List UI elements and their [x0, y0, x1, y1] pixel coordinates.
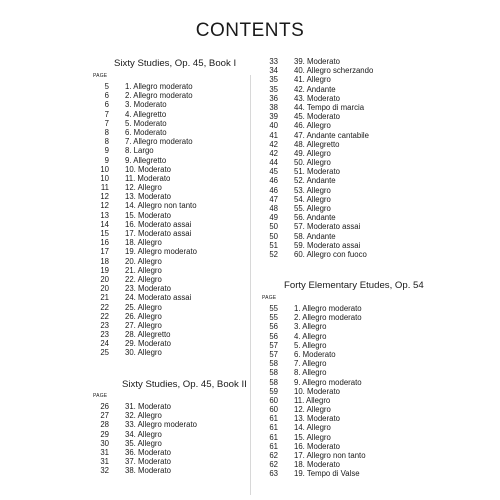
entry-page-number: 61	[269, 441, 278, 451]
list-item	[262, 140, 412, 149]
entry-page-number: 60	[269, 405, 278, 415]
entry-page-number: 29	[100, 429, 109, 439]
list-item	[262, 405, 412, 414]
entry-page-number: 58	[269, 359, 278, 369]
list-item	[262, 66, 412, 75]
list-item	[262, 304, 412, 313]
entry-title: 2. Allegro moderato	[125, 91, 193, 101]
list-item	[262, 469, 412, 478]
entry-page-number: 34	[269, 66, 278, 76]
entry-page-number: 46	[269, 176, 278, 186]
list-item	[262, 387, 412, 396]
entry-page-number: 16	[100, 238, 109, 248]
entry-title: 40. Allegro scherzando	[294, 66, 374, 76]
entry-page-number: 55	[269, 304, 278, 313]
list-item	[93, 312, 243, 321]
entry-title: 13. Moderato	[294, 414, 340, 424]
list-item	[93, 229, 243, 238]
entry-page-number: 7	[104, 118, 109, 128]
entry-title: 27. Allegro	[125, 320, 162, 330]
entry-page-number: 58	[269, 377, 278, 387]
entry-page-number: 35	[269, 75, 278, 85]
entry-page-number: 61	[269, 432, 278, 442]
entry-title: 9. Allegretto	[125, 155, 167, 165]
entry-page-number: 27	[100, 411, 109, 421]
list-item	[93, 156, 243, 165]
entry-title: 18. Moderato	[294, 460, 340, 470]
list-item	[93, 448, 243, 457]
entry-title: 32. Allegro	[125, 411, 162, 421]
entry-title: 44. Tempo di marcia	[294, 102, 365, 112]
entry-title: 42. Andante	[294, 84, 336, 94]
list-item	[93, 321, 243, 330]
entry-title: 6. Moderato	[125, 127, 167, 137]
entry-page-number: 63	[269, 469, 278, 479]
entry-page-number: 30	[100, 438, 109, 448]
list-item	[262, 213, 412, 222]
entry-page-number: 22	[100, 302, 109, 312]
entry-title: 4. Allegretto	[125, 109, 167, 119]
section-heading-book-1: Sixty Studies, Op. 45, Book I	[114, 58, 237, 69]
entry-page-number: 23	[100, 320, 109, 330]
entry-page-number: 46	[269, 185, 278, 195]
list-item	[262, 341, 412, 350]
list-item	[93, 211, 243, 220]
list-item	[93, 192, 243, 201]
entry-page-number: 25	[100, 348, 109, 358]
list-item	[93, 247, 243, 256]
entry-title: 13. Moderato	[125, 192, 171, 202]
entry-page-number: 61	[269, 423, 278, 433]
entry-page-number: 8	[104, 127, 109, 137]
list-item	[262, 57, 412, 66]
list-item	[262, 250, 412, 259]
entry-title: 26. Allegro	[125, 311, 162, 321]
entry-title: 46. Allegro	[294, 121, 331, 131]
entries-book-2	[93, 402, 243, 476]
entry-title: 59. Moderato assai	[294, 240, 361, 250]
entry-page-number: 59	[269, 386, 278, 396]
entry-page-number: 24	[100, 339, 109, 349]
list-item	[93, 284, 243, 293]
entries-book-2-continued	[262, 57, 412, 259]
entry-title: 1. Allegro moderato	[294, 304, 362, 313]
entry-title: 22. Allegro	[125, 274, 162, 284]
entry-title: 51. Moderato	[294, 167, 340, 177]
entry-title: 8. Allegro	[294, 368, 327, 378]
list-item	[262, 204, 412, 213]
entries-book-1	[93, 82, 243, 358]
entry-page-number: 9	[104, 155, 109, 165]
entry-title: 16. Moderato	[294, 441, 340, 451]
list-item	[262, 186, 412, 195]
entry-title: 38. Moderato	[125, 466, 171, 476]
list-item	[262, 359, 412, 368]
list-item	[93, 430, 243, 439]
entry-title: 6. Moderato	[294, 349, 336, 359]
entry-page-number: 8	[104, 137, 109, 147]
list-item	[93, 146, 243, 155]
list-item	[93, 420, 243, 429]
entry-title: 53. Allegro	[294, 185, 331, 195]
entry-title: 43. Moderato	[294, 93, 340, 103]
entry-title: 12. Allegro	[125, 183, 162, 193]
list-item	[262, 368, 412, 377]
entry-title: 56. Andante	[294, 213, 336, 223]
entry-page-number: 47	[269, 194, 278, 204]
list-item	[262, 414, 412, 423]
entry-title: 5. Allegro	[294, 340, 327, 350]
entry-page-number: 58	[269, 368, 278, 378]
entry-title: 4. Allegro	[294, 331, 327, 341]
entry-title: 16. Moderato assai	[125, 219, 192, 229]
entry-title: 15. Allegro	[294, 432, 331, 442]
entry-title: 17. Allegro non tanto	[294, 451, 366, 460]
entry-title: 58. Andante	[294, 231, 336, 241]
list-item	[262, 176, 412, 185]
entry-page-number: 33	[269, 57, 278, 66]
entry-page-number: 28	[100, 420, 109, 430]
list-item	[93, 82, 243, 91]
list-item	[262, 149, 412, 158]
entry-title: 21. Allegro	[125, 265, 162, 275]
list-item	[262, 131, 412, 140]
list-item	[262, 451, 412, 460]
entry-title: 52. Andante	[294, 176, 336, 186]
entry-title: 55. Allegro	[294, 204, 331, 213]
entry-title: 12. Allegro	[294, 405, 331, 415]
entry-page-number: 31	[100, 447, 109, 457]
entry-page-number: 62	[269, 451, 278, 460]
list-item	[93, 137, 243, 146]
entry-title: 19. Tempo di Valse	[294, 469, 360, 479]
entry-title: 18. Allegro	[125, 238, 162, 248]
list-item	[262, 103, 412, 112]
entry-page-number: 44	[269, 158, 278, 168]
entry-page-number: 57	[269, 340, 278, 350]
entry-page-number: 57	[269, 349, 278, 359]
list-item	[93, 266, 243, 275]
entry-title: 10. Moderato	[125, 164, 171, 174]
entry-title: 57. Moderato assai	[294, 222, 361, 232]
entry-page-number: 61	[269, 414, 278, 424]
list-item	[262, 75, 412, 84]
entry-title: 14. Allegro non tanto	[125, 201, 197, 211]
list-item	[262, 313, 412, 322]
entry-page-number: 35	[269, 84, 278, 94]
entry-title: 36. Moderato	[125, 447, 171, 457]
list-item	[93, 466, 243, 475]
entry-page-number: 10	[100, 164, 109, 174]
list-item	[93, 457, 243, 466]
list-item	[93, 257, 243, 266]
entry-title: 1. Allegro moderato	[125, 82, 193, 91]
section-heading-op-54: Forty Elementary Etudes, Op. 54	[284, 280, 424, 291]
entry-title: 2. Allegro moderato	[294, 313, 362, 323]
list-item	[93, 100, 243, 109]
list-item	[262, 94, 412, 103]
entry-page-number: 6	[104, 91, 109, 101]
entry-page-number: 17	[100, 247, 109, 257]
entry-page-number: 62	[269, 460, 278, 470]
entry-title: 8. Largo	[125, 146, 154, 156]
page-column-label: PAGE	[262, 295, 277, 301]
entry-title: 33. Allegro moderato	[125, 420, 197, 430]
entry-page-number: 19	[100, 265, 109, 275]
entry-page-number: 50	[269, 222, 278, 232]
entry-title: 48. Allegretto	[294, 139, 340, 149]
list-item	[262, 378, 412, 387]
column-divider	[250, 75, 251, 495]
list-item	[93, 330, 243, 339]
entry-page-number: 60	[269, 395, 278, 405]
entry-page-number: 49	[269, 213, 278, 223]
entry-title: 45. Moderato	[294, 112, 340, 122]
list-item	[262, 460, 412, 469]
entry-title: 47. Andante cantabile	[294, 130, 369, 140]
entry-title: 34. Allegro	[125, 429, 162, 439]
entry-page-number: 50	[269, 231, 278, 241]
entry-title: 20. Allegro	[125, 256, 162, 266]
entry-title: 49. Allegro	[294, 148, 331, 158]
list-item	[93, 402, 243, 411]
entry-page-number: 10	[100, 173, 109, 183]
page-title: CONTENTS	[195, 20, 305, 41]
entry-page-number: 32	[100, 466, 109, 476]
list-item	[93, 238, 243, 247]
entry-page-number: 36	[269, 93, 278, 103]
entry-title: 11. Moderato	[125, 173, 171, 183]
list-item	[93, 165, 243, 174]
entry-page-number: 52	[269, 249, 278, 259]
entry-title: 7. Allegro	[294, 359, 327, 369]
entry-page-number: 23	[100, 330, 109, 340]
list-item	[93, 303, 243, 312]
entry-title: 11. Allegro	[294, 395, 331, 405]
entry-title: 9. Allegro moderato	[294, 377, 362, 387]
entry-page-number: 42	[269, 139, 278, 149]
list-item	[93, 119, 243, 128]
entry-title: 3. Moderato	[125, 100, 167, 110]
entry-page-number: 26	[100, 402, 109, 411]
list-item	[93, 411, 243, 420]
entry-title: 25. Allegro	[125, 302, 162, 312]
entry-page-number: 20	[100, 284, 109, 294]
list-item	[262, 442, 412, 451]
entry-page-number: 31	[100, 457, 109, 467]
entry-title: 39. Moderato	[294, 57, 340, 66]
list-item	[93, 339, 243, 348]
entry-title: 19. Allegro moderato	[125, 247, 197, 257]
entry-page-number: 11	[100, 183, 109, 193]
entry-page-number: 18	[100, 256, 109, 266]
list-item	[262, 232, 412, 241]
list-item	[262, 332, 412, 341]
entry-page-number: 6	[104, 100, 109, 110]
entry-page-number: 9	[104, 146, 109, 156]
entry-page-number: 39	[269, 112, 278, 122]
entry-page-number: 40	[269, 121, 278, 131]
entry-title: 3. Allegro	[294, 322, 327, 332]
entry-title: 29. Moderato	[125, 339, 171, 349]
entry-title: 31. Moderato	[125, 402, 171, 411]
entry-page-number: 20	[100, 274, 109, 284]
list-item	[262, 121, 412, 130]
list-item	[93, 110, 243, 119]
list-item	[262, 433, 412, 442]
list-item	[93, 348, 243, 357]
entry-title: 50. Allegro	[294, 158, 331, 168]
entry-page-number: 56	[269, 331, 278, 341]
list-item	[262, 350, 412, 359]
list-item	[93, 439, 243, 448]
entry-title: 41. Allegro	[294, 75, 331, 85]
entry-page-number: 21	[100, 293, 109, 303]
entry-title: 54. Allegro	[294, 194, 331, 204]
entry-title: 37. Moderato	[125, 457, 171, 467]
entry-page-number: 48	[269, 204, 278, 213]
entry-page-number: 22	[100, 311, 109, 321]
entry-page-number: 56	[269, 322, 278, 332]
entry-page-number: 7	[104, 109, 109, 119]
entry-page-number: 42	[269, 148, 278, 158]
section-heading-book-2: Sixty Studies, Op. 45, Book II	[122, 379, 247, 390]
entry-page-number: 13	[100, 210, 109, 220]
list-item	[262, 423, 412, 432]
list-item	[93, 201, 243, 210]
entry-title: 15. Moderato	[125, 210, 171, 220]
list-item	[262, 396, 412, 405]
entry-title: 30. Allegro	[125, 348, 162, 358]
entry-title: 24. Moderato assai	[125, 293, 192, 303]
entry-title: 10. Moderato	[294, 386, 340, 396]
entry-title: 7. Allegro moderato	[125, 137, 193, 147]
list-item	[262, 322, 412, 331]
list-item	[93, 293, 243, 302]
entry-title: 60. Allegro con fuoco	[294, 249, 367, 259]
entry-title: 5. Moderato	[125, 118, 167, 128]
list-item	[262, 167, 412, 176]
list-item	[93, 174, 243, 183]
entry-page-number: 41	[269, 130, 278, 140]
entry-title: 14. Allegro	[294, 423, 331, 433]
entry-page-number: 15	[100, 229, 109, 238]
entry-title: 23. Moderato	[125, 284, 171, 294]
list-item	[262, 222, 412, 231]
list-item	[262, 195, 412, 204]
list-item	[93, 220, 243, 229]
entry-page-number: 51	[269, 240, 278, 250]
list-item	[93, 183, 243, 192]
list-item	[93, 275, 243, 284]
entry-page-number: 12	[100, 201, 109, 211]
list-item	[93, 91, 243, 100]
entry-page-number: 5	[104, 82, 109, 91]
list-item	[262, 112, 412, 121]
entry-title: 17. Moderato assai	[125, 229, 192, 238]
entry-page-number: 55	[269, 313, 278, 323]
entry-page-number: 14	[100, 219, 109, 229]
page-column-label: PAGE	[93, 393, 108, 399]
entry-page-number: 38	[269, 102, 278, 112]
list-item	[262, 241, 412, 250]
list-item	[262, 158, 412, 167]
list-item	[262, 85, 412, 94]
entry-title: 28. Allegretto	[125, 330, 171, 340]
entry-page-number: 45	[269, 167, 278, 177]
entries-op-54	[262, 304, 412, 479]
entry-title: 35. Allegro	[125, 438, 162, 448]
list-item	[93, 128, 243, 137]
page-column-label: PAGE	[93, 73, 108, 79]
entry-page-number: 12	[100, 192, 109, 202]
